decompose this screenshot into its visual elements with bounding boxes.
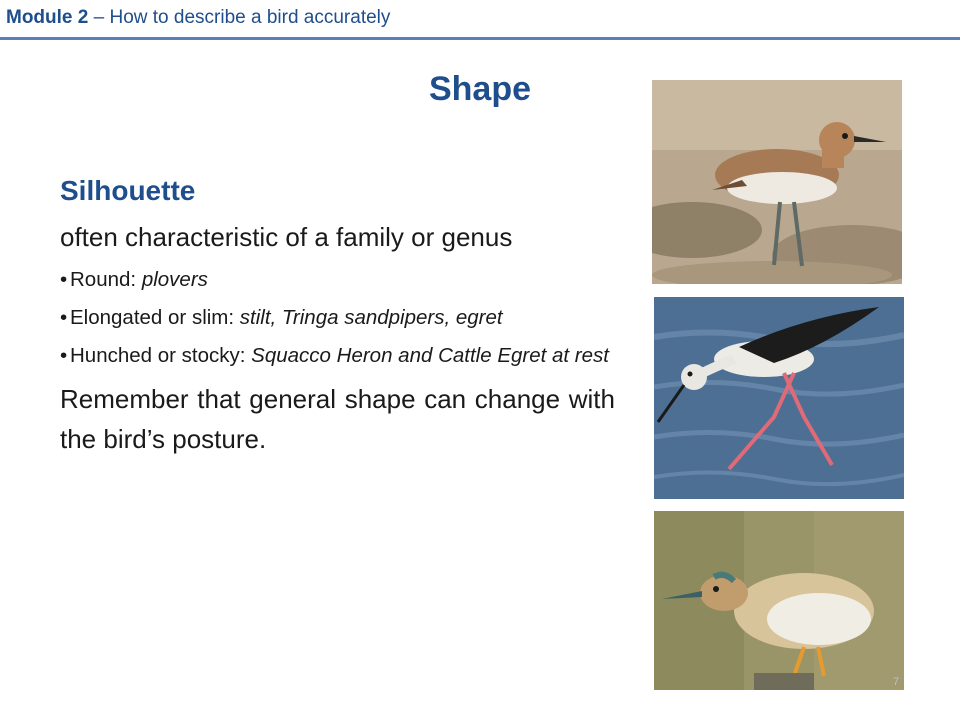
bullet-examples: stilt, Tringa sandpipers, egret: [239, 306, 503, 329]
bullet-label: Round:: [70, 268, 142, 291]
heron-photo: [654, 511, 904, 690]
bullet-examples: plovers: [141, 268, 208, 291]
header-divider: [0, 37, 960, 40]
bullet-label: Hunched or stocky:: [70, 344, 252, 367]
lead-text: often characteristic of a family or genus: [60, 222, 513, 252]
closing-text: Remember that general shape can change with the bird’s posture.: [60, 384, 615, 454]
module-title: [6, 7, 390, 29]
bullet-examples: Squacco Heron and Cattle Egret at rest: [251, 344, 609, 367]
bullet-item: • Elongated or slim: stilt, Tringa sandpipers, egret: [60, 306, 503, 329]
bullet-item: • Hunched or stocky: Squacco Heron and Cattle Egret at rest: [60, 344, 609, 367]
plover-photo: [652, 80, 902, 284]
module-label: Module 2: [6, 7, 89, 28]
stilt-photo: [654, 297, 904, 499]
content-block: [60, 175, 615, 459]
bullet-list: [60, 265, 615, 371]
subheading: Silhouette: [60, 175, 196, 206]
slide-title: Shape: [428, 70, 532, 108]
page-number: 7: [893, 676, 900, 688]
slide-header: [0, 0, 960, 40]
bullet-label: Elongated or slim:: [70, 306, 240, 329]
module-topic: – How to describe a bird accurately: [93, 7, 391, 28]
bullet-item: • Round: plovers: [60, 268, 208, 291]
